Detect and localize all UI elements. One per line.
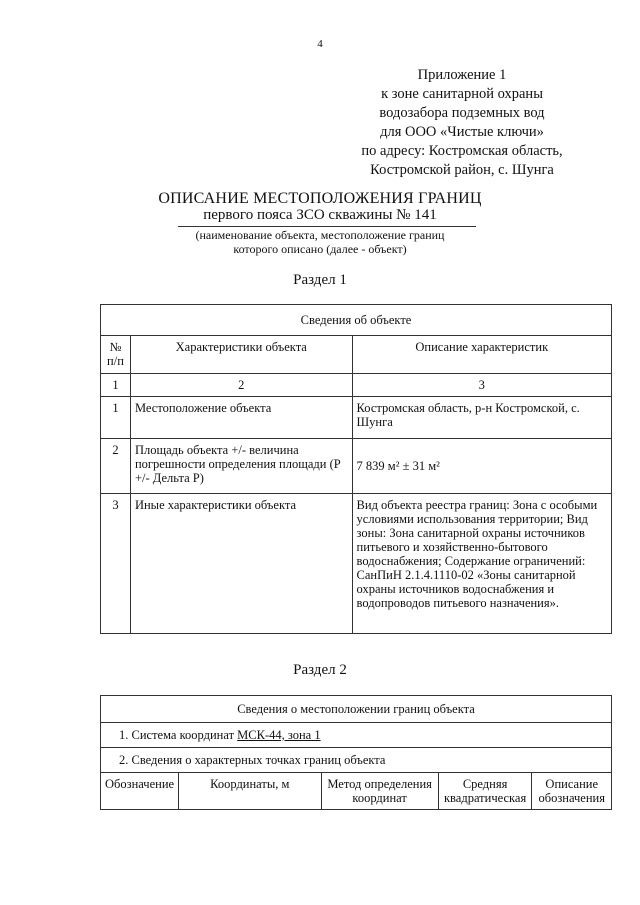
- table-header: Сведения о местоположении границ объекта: [101, 696, 612, 723]
- row-characteristic: Местоположение объекта: [130, 397, 352, 439]
- page-number: 4: [317, 38, 323, 50]
- row-number: 2: [101, 439, 131, 494]
- table-row: [101, 494, 612, 634]
- row-characteristic: Площадь объекта +/- величина погрешности определения площади (Р +/- Дельта Р): [130, 439, 352, 494]
- appendix-line: к зоне санитарной охраны: [381, 86, 543, 102]
- note-line: (наименование объекта, местоположение границ: [195, 228, 445, 242]
- appendix-line: Приложение 1: [417, 67, 507, 83]
- row-description: 7 839 м² ± 31 м²: [352, 439, 611, 494]
- table-row: [101, 439, 612, 494]
- column-number: 1: [101, 374, 131, 397]
- appendix-line: по адресу: Костромская область,: [361, 143, 563, 159]
- appendix-line: водозабора подземных вод: [379, 105, 545, 121]
- column-number: 3: [352, 374, 611, 397]
- row-description: Вид объекта реестра границ: Зона с особыми условиями использования территории; Вид зоны: Зона санитарной охраны источников питьевого и хозяйственно-бытового водоснабжения; Содержание ограничений: СанПиН 2.1.4.1110-02 «Зоны санитарной охраны источников водоснабжения и водопроводов питьевого назначения».: [352, 494, 611, 634]
- coord-system-row: [101, 723, 612, 748]
- document-note: [0, 228, 640, 256]
- subtitle-underline: [178, 226, 476, 227]
- object-info-table: [100, 304, 612, 634]
- appendix-line: Костромской район, с. Шунга: [370, 162, 554, 178]
- section2-title: Раздел 2: [293, 662, 347, 678]
- row-characteristic: Иные характеристики объекта: [130, 494, 352, 634]
- column-header: № п/п: [101, 336, 131, 374]
- note-line: которого описано (далее - объект): [233, 242, 407, 256]
- appendix-line: для ООО «Чистые ключи»: [380, 124, 544, 140]
- document-title: ОПИСАНИЕ МЕСТОПОЛОЖЕНИЯ ГРАНИЦ: [158, 190, 482, 207]
- column-number: 2: [130, 374, 352, 397]
- column-header: Описание обозначения: [532, 773, 612, 810]
- appendix-block: [342, 66, 582, 180]
- row-number: 1: [101, 397, 131, 439]
- column-header: Обозначение: [101, 773, 179, 810]
- row-description: Костромская область, р-н Костромской, с. Шунга: [352, 397, 611, 439]
- table-row: [101, 397, 612, 439]
- coord-system-value: МСК-44, зона 1: [237, 728, 321, 742]
- column-header: Метод определения координат: [321, 773, 438, 810]
- boundary-table: [100, 695, 612, 810]
- column-header: Описание характеристик: [352, 336, 611, 374]
- table-header: Сведения об объекте: [101, 305, 612, 336]
- document-subtitle: первого пояса ЗСО скважины № 141: [203, 207, 437, 223]
- column-header: Координаты, м: [179, 773, 321, 810]
- section1-title: Раздел 1: [293, 272, 347, 288]
- points-header: 2. Сведения о характерных точках границ объекта: [101, 748, 612, 773]
- row-number: 3: [101, 494, 131, 634]
- column-header: Средняя квадратическая: [438, 773, 532, 810]
- coord-system-label: 1. Система координат: [119, 728, 235, 742]
- column-header: Характеристики объекта: [130, 336, 352, 374]
